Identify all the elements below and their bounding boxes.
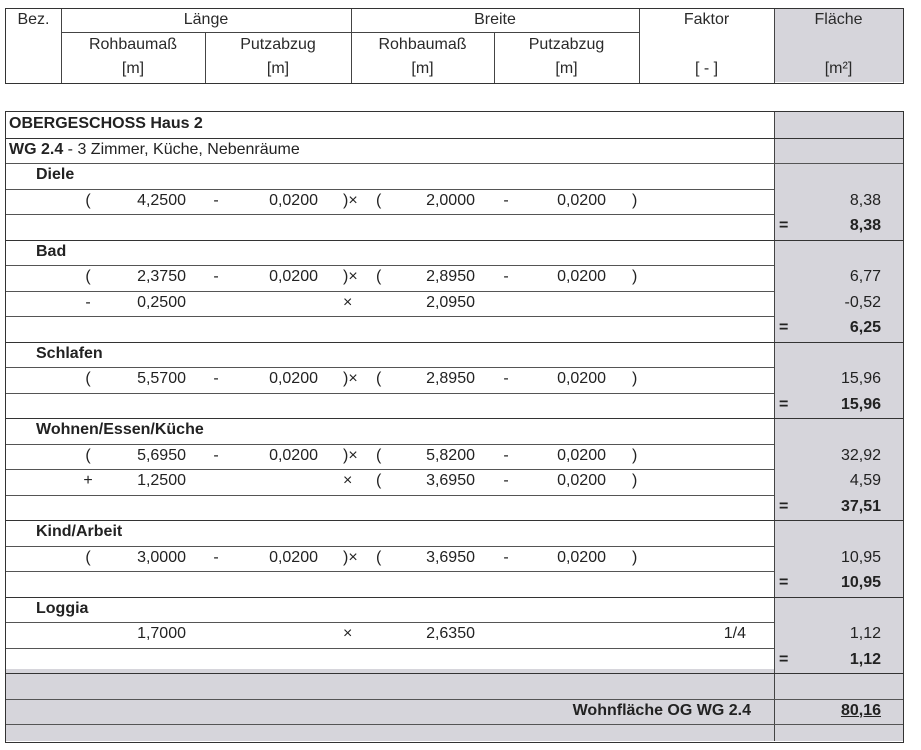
row-divider: [6, 571, 774, 572]
room-name: Bad: [36, 242, 67, 260]
equals-sign: =: [779, 395, 789, 413]
equals-sign: =: [779, 650, 789, 668]
minus-sign: -: [503, 472, 509, 489]
room-total: 8,38: [849, 217, 881, 234]
header-faktor: Faktor: [683, 11, 730, 28]
open-paren: (: [376, 548, 382, 566]
equals-sign: =: [779, 217, 789, 234]
breite-rohbau: 2,8950: [426, 268, 475, 285]
operator: -: [85, 293, 91, 311]
header-breite-putz: Putzabzug: [528, 36, 605, 53]
header-laenge: Länge: [183, 11, 229, 28]
room-total: 15,96: [840, 395, 881, 413]
close-paren: ): [632, 370, 638, 387]
room-total: 37,51: [840, 497, 881, 515]
minus-sign: -: [503, 370, 509, 387]
laenge-putz: [236, 291, 318, 315]
unit-label-rest: - 3 Zimmer, Küche, Nebenräume: [63, 140, 300, 158]
close-paren: [632, 291, 646, 315]
minus-sign: [206, 622, 226, 646]
breite-putz: [526, 291, 606, 315]
times-sign: )×: [343, 191, 358, 209]
row-divider: [6, 316, 774, 317]
laenge-putz: 0,0200: [269, 191, 318, 209]
laenge-rohbau: 4,2500: [137, 191, 186, 209]
calculation-table: [5, 111, 904, 743]
minus-sign: -: [503, 446, 509, 464]
times-sign: )×: [343, 268, 358, 285]
breite-rohbau: 3,6950: [426, 548, 475, 566]
open-paren: (: [376, 268, 382, 285]
header-laenge-putz: Putzabzug: [240, 36, 316, 53]
minus-sign: -: [213, 191, 219, 209]
minus-sign: -: [503, 548, 509, 566]
minus-sign: [496, 291, 516, 315]
room-name: Loggia: [36, 599, 89, 617]
area-value: 15,96: [840, 370, 881, 387]
laenge-putz: 0,0200: [269, 370, 318, 387]
minus-sign: [206, 291, 226, 315]
area-value: -0,52: [844, 293, 881, 311]
header-bez: Bez.: [17, 11, 50, 28]
breite-putz: 0,0200: [557, 548, 606, 566]
laenge-putz: 0,0200: [269, 268, 318, 285]
unit-label: [9, 138, 300, 162]
unit-breite-rohbau: [m]: [411, 60, 434, 77]
open-paren: (: [376, 446, 382, 464]
times-sign: ×: [343, 625, 353, 642]
open-paren: (: [376, 370, 382, 387]
row-divider: [6, 214, 774, 215]
times-sign: ×: [343, 293, 353, 311]
faktor-value: 1/4: [723, 625, 746, 642]
room-name: Schlafen: [36, 344, 103, 362]
close-paren: ): [632, 446, 638, 464]
minus-sign: -: [503, 268, 509, 285]
row-divider: [6, 163, 903, 164]
operator: (: [85, 268, 91, 285]
room-name: Wohnen/Essen/Küche: [36, 421, 204, 438]
minus-sign: [206, 469, 226, 493]
times-sign: )×: [343, 370, 358, 387]
laenge-rohbau: 0,2500: [137, 293, 186, 311]
laenge-rohbau: 2,3750: [137, 268, 186, 285]
laenge-putz: [236, 622, 318, 646]
minus-sign: -: [503, 191, 509, 209]
faktor-value: [696, 291, 746, 315]
row-divider: [6, 520, 903, 521]
room-total: 1,12: [849, 650, 881, 668]
row-divider: [6, 240, 903, 241]
laenge-rohbau: 1,2500: [137, 472, 186, 489]
header-flaeche: Fläche: [814, 11, 863, 28]
laenge-putz: [236, 469, 318, 493]
faktor-value: [696, 265, 746, 289]
row-divider: [6, 597, 903, 598]
times-sign: ×: [343, 472, 353, 489]
close-paren: ): [632, 191, 638, 209]
faktor-value: [696, 546, 746, 570]
open-paren: [376, 622, 390, 646]
faktor-value: [696, 469, 746, 493]
close-paren: [632, 622, 646, 646]
minus-sign: -: [213, 268, 219, 285]
laenge-rohbau: 5,6950: [137, 446, 186, 464]
summary-value: 80,16: [840, 701, 881, 719]
row-divider: [6, 724, 903, 725]
equals-sign: =: [779, 574, 789, 591]
open-paren: [376, 291, 390, 315]
breite-rohbau: 2,8950: [426, 370, 475, 387]
faktor-value: [696, 367, 746, 391]
section-title: OBERGESCHOSS Haus 2: [9, 115, 203, 132]
row-divider: [6, 342, 903, 343]
area-value: 8,38: [849, 191, 881, 209]
row-divider: [6, 673, 903, 674]
breite-putz: 0,0200: [557, 446, 606, 464]
row-divider: [6, 393, 774, 394]
operator: [78, 622, 98, 646]
unit-breite-putz: [m]: [555, 60, 578, 77]
times-sign: )×: [343, 548, 358, 566]
breite-putz: 0,0200: [557, 191, 606, 209]
room-total: 10,95: [840, 574, 881, 591]
breite-putz: [526, 622, 606, 646]
laenge-rohbau: 3,0000: [137, 548, 186, 566]
faktor-value: [696, 189, 746, 213]
area-value: 6,77: [849, 268, 881, 285]
header-breite-rohbau: Rohbaumaß: [378, 36, 467, 53]
room-total: 6,25: [849, 319, 881, 336]
row-divider: [6, 495, 774, 496]
summary-label: Wohnfläche OG WG 2.4: [572, 701, 751, 719]
minus-sign: [496, 622, 516, 646]
close-paren: ): [632, 268, 638, 285]
area-value: 1,12: [849, 625, 881, 642]
breite-putz: 0,0200: [557, 472, 606, 489]
minus-sign: -: [213, 446, 219, 464]
unit-flaeche: [m²]: [824, 60, 853, 77]
header-breite: Breite: [474, 11, 516, 28]
close-paren: ): [632, 472, 638, 489]
laenge-rohbau: 1,7000: [137, 625, 186, 642]
area-value: 4,59: [849, 472, 881, 489]
area-value: 32,92: [840, 446, 881, 464]
breite-rohbau: 5,8200: [426, 446, 475, 464]
times-sign: )×: [343, 446, 358, 464]
faktor-value: [696, 444, 746, 468]
room-name: Kind/Arbeit: [36, 523, 123, 540]
breite-rohbau: 3,6950: [426, 472, 475, 489]
column-header: [5, 8, 904, 84]
breite-rohbau: 2,6350: [426, 625, 475, 642]
breite-putz: 0,0200: [557, 370, 606, 387]
equals-sign: =: [779, 319, 789, 336]
unit-laenge-rohbau: [m]: [121, 60, 145, 77]
breite-putz: 0,0200: [557, 268, 606, 285]
room-name: Diele: [36, 166, 75, 183]
unit-label-bold: WG 2.4: [9, 140, 64, 158]
open-paren: (: [376, 472, 382, 489]
area-value: 10,95: [840, 548, 881, 566]
breite-rohbau: 2,0000: [426, 191, 475, 209]
open-paren: (: [376, 191, 382, 209]
minus-sign: -: [213, 548, 219, 566]
unit-laenge-putz: [m]: [266, 60, 290, 77]
laenge-putz: 0,0200: [269, 446, 318, 464]
operator: (: [85, 191, 91, 209]
operator: (: [85, 548, 91, 566]
flaeche-divider: [774, 112, 775, 741]
equals-sign: =: [779, 497, 789, 515]
laenge-rohbau: 5,5700: [137, 370, 186, 387]
close-paren: ): [632, 548, 638, 566]
minus-sign: -: [213, 370, 219, 387]
laenge-putz: 0,0200: [269, 548, 318, 566]
row-divider: [6, 648, 774, 649]
operator: +: [83, 472, 93, 489]
breite-rohbau: 2,0950: [426, 293, 475, 311]
unit-faktor: [ - ]: [694, 60, 719, 77]
header-laenge-rohbau: Rohbaumaß: [88, 36, 178, 53]
operator: (: [85, 370, 91, 387]
operator: (: [85, 446, 91, 464]
